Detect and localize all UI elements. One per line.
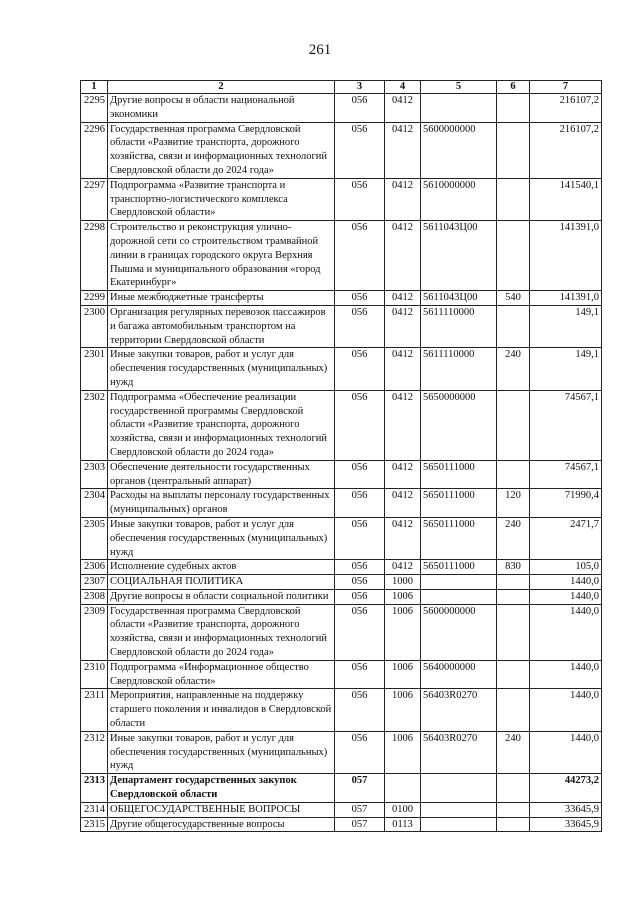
section-code-cell: 0412 [385,94,421,123]
table-row [81,802,602,817]
table-row [81,817,602,832]
target-article-cell: 5650111000 [421,560,497,575]
expense-type-cell: 540 [497,291,530,306]
section-code-cell: 0412 [385,390,421,460]
ministry-code-cell: 056 [335,660,385,689]
header-cell: 3 [335,81,385,94]
section-code-cell: 1006 [385,660,421,689]
amount-cell: 71990,4 [530,489,602,518]
ministry-code-cell: 056 [335,731,385,773]
table-row [81,660,602,689]
expense-type-cell: 240 [497,348,530,390]
amount-cell: 74567,1 [530,460,602,489]
row-number-cell: 2308 [81,589,108,604]
amount-cell: 141391,0 [530,221,602,291]
expense-type-cell [497,178,530,220]
section-code-cell: 1006 [385,689,421,731]
target-article-cell: 5611110000 [421,348,497,390]
section-code-cell: 0113 [385,817,421,832]
item-name-cell: Другие общегосударственные вопросы [108,817,335,832]
section-code-cell: 0412 [385,489,421,518]
expense-type-cell [497,221,530,291]
ministry-code-cell: 056 [335,604,385,660]
amount-cell: 44273,2 [530,774,602,803]
section-code-cell: 0412 [385,178,421,220]
table-row [81,589,602,604]
item-name-cell: Исполнение судебных актов [108,560,335,575]
item-name-cell: Государственная программа Свердловской области «Развитие транспорта, дорожного хозяйства, связи и информационных технологий Свердловской области до 2024 года» [108,122,335,178]
amount-cell: 33645,9 [530,817,602,832]
amount-cell: 149,1 [530,305,602,347]
header-cell: 4 [385,81,421,94]
expense-type-cell [497,575,530,590]
expense-type-cell: 240 [497,731,530,773]
item-name-cell: Департамент государственных закупок Свердловской области [108,774,335,803]
target-article-cell: 5611043Ц00 [421,221,497,291]
amount-cell: 33645,9 [530,802,602,817]
ministry-code-cell: 057 [335,802,385,817]
target-article-cell [421,94,497,123]
section-code-cell: 0412 [385,348,421,390]
table-row [81,689,602,731]
table-row [81,348,602,390]
table-row [81,122,602,178]
ministry-code-cell: 056 [335,560,385,575]
expense-type-cell [497,774,530,803]
expense-type-cell [497,604,530,660]
item-name-cell: Обеспечение деятельности государственных органов (центральный аппарат) [108,460,335,489]
ministry-code-cell: 056 [335,94,385,123]
expense-type-cell: 240 [497,517,530,559]
row-number-cell: 2309 [81,604,108,660]
ministry-code-cell: 056 [335,589,385,604]
target-article-cell [421,802,497,817]
section-code-cell: 0412 [385,291,421,306]
ministry-code-cell: 056 [335,460,385,489]
target-article-cell [421,589,497,604]
ministry-code-cell: 056 [335,489,385,518]
amount-cell: 1440,0 [530,660,602,689]
table-row [81,604,602,660]
ministry-code-cell: 056 [335,122,385,178]
row-number-cell: 2298 [81,221,108,291]
ministry-code-cell: 056 [335,390,385,460]
header-cell: 6 [497,81,530,94]
header-cell: 2 [108,81,335,94]
page-number: 261 [308,42,332,58]
item-name-cell: Подпрограмма «Развитие транспорта и транспортно-логистического комплекса Свердловской области» [108,178,335,220]
target-article-cell: 5600000000 [421,122,497,178]
target-article-cell: 5650111000 [421,460,497,489]
target-article-cell: 56403R0270 [421,731,497,773]
amount-cell: 1440,0 [530,689,602,731]
table-row [81,731,602,773]
section-code-cell [385,774,421,803]
table-row [81,560,602,575]
ministry-code-cell: 056 [335,221,385,291]
table-row [81,489,602,518]
expense-type-cell [497,122,530,178]
expense-type-cell [497,689,530,731]
table-row [81,460,602,489]
table-row [81,291,602,306]
ministry-code-cell: 056 [335,291,385,306]
amount-cell: 149,1 [530,348,602,390]
item-name-cell: Государственная программа Свердловской области «Развитие транспорта, дорожного хозяйства, связи и информационных технологий Свердловской области до 2024 года» [108,604,335,660]
expense-type-cell: 830 [497,560,530,575]
item-name-cell: Мероприятия, направленные на поддержку старшего поколения и инвалидов в Свердловской области [108,689,335,731]
header-cell: 5 [421,81,497,94]
ministry-code-cell: 056 [335,689,385,731]
row-number-cell: 2299 [81,291,108,306]
target-article-cell [421,817,497,832]
row-number-cell: 2295 [81,94,108,123]
item-name-cell: СОЦИАЛЬНАЯ ПОЛИТИКА [108,575,335,590]
row-number-cell: 2305 [81,517,108,559]
row-number-cell: 2303 [81,460,108,489]
table-row [81,575,602,590]
item-name-cell: Иные закупки товаров, работ и услуг для обеспечения государственных (муниципальных) нужд [108,731,335,773]
table-row [81,94,602,123]
row-number-cell: 2304 [81,489,108,518]
target-article-cell: 5650111000 [421,489,497,518]
expense-type-cell [497,94,530,123]
item-name-cell: Другие вопросы в области национальной экономики [108,94,335,123]
amount-cell: 141540,1 [530,178,602,220]
ministry-code-cell: 056 [335,517,385,559]
ministry-code-cell: 057 [335,774,385,803]
row-number-cell: 2310 [81,660,108,689]
section-code-cell: 0412 [385,221,421,291]
ministry-code-cell: 056 [335,575,385,590]
row-number-cell: 2301 [81,348,108,390]
table-row [81,774,602,803]
expense-type-cell [497,802,530,817]
item-name-cell: Расходы на выплаты персоналу государственных (муниципальных) органов [108,489,335,518]
table-body [81,94,602,832]
row-number-cell: 2311 [81,689,108,731]
target-article-cell: 5640000000 [421,660,497,689]
expense-type-cell [497,305,530,347]
table-row [81,178,602,220]
item-name-cell: Строительство и реконструкция улично-дорожной сети со строительством трамвайной линии в границах городского округа Верхняя Пышма и муниципального образования «город Екатеринбург» [108,221,335,291]
row-number-cell: 2312 [81,731,108,773]
section-code-cell: 0412 [385,517,421,559]
row-number-cell: 2297 [81,178,108,220]
header-cell: 1 [81,81,108,94]
target-article-cell: 56403R0270 [421,689,497,731]
header-cell: 7 [530,81,602,94]
section-code-cell: 0412 [385,122,421,178]
section-code-cell: 1006 [385,589,421,604]
ministry-code-cell: 056 [335,178,385,220]
item-name-cell: Подпрограмма «Информационное общество Свердловской области» [108,660,335,689]
section-code-cell: 0100 [385,802,421,817]
table-row [81,305,602,347]
item-name-cell: Подпрограмма «Обеспечение реализации государственной программы Свердловской области «Развитие транспорта, дорожного хозяйства, связи и информационных технологий Свердловской области до 2024 года» [108,390,335,460]
target-article-cell [421,774,497,803]
expense-type-cell: 120 [497,489,530,518]
ministry-code-cell: 057 [335,817,385,832]
amount-cell: 74567,1 [530,390,602,460]
item-name-cell: Организация регулярных перевозок пассажиров и багажа автомобильным транспортом на территории Свердловской области [108,305,335,347]
table-row [81,221,602,291]
target-article-cell: 5650000000 [421,390,497,460]
section-code-cell: 1000 [385,575,421,590]
target-article-cell: 5650111000 [421,517,497,559]
table-row [81,390,602,460]
amount-cell: 1440,0 [530,604,602,660]
row-number-cell: 2314 [81,802,108,817]
expense-type-cell [497,460,530,489]
item-name-cell: Иные межбюджетные трансферты [108,291,335,306]
row-number-cell: 2300 [81,305,108,347]
target-article-cell: 5611043Ц00 [421,291,497,306]
section-code-cell: 0412 [385,305,421,347]
table-row [81,517,602,559]
expense-type-cell [497,589,530,604]
amount-cell: 216107,2 [530,94,602,123]
row-number-cell: 2306 [81,560,108,575]
row-number-cell: 2302 [81,390,108,460]
target-article-cell [421,575,497,590]
expense-type-cell [497,390,530,460]
section-code-cell: 1006 [385,604,421,660]
amount-cell: 216107,2 [530,122,602,178]
row-number-cell: 2315 [81,817,108,832]
budget-table [80,80,602,832]
section-code-cell: 0412 [385,560,421,575]
amount-cell: 105,0 [530,560,602,575]
amount-cell: 141391,0 [530,291,602,306]
target-article-cell: 5600000000 [421,604,497,660]
section-code-cell: 0412 [385,460,421,489]
amount-cell: 2471,7 [530,517,602,559]
row-number-cell: 2313 [81,774,108,803]
expense-type-cell [497,817,530,832]
target-article-cell: 5610000000 [421,178,497,220]
item-name-cell: ОБЩЕГОСУДАРСТВЕННЫЕ ВОПРОСЫ [108,802,335,817]
amount-cell: 1440,0 [530,731,602,773]
expense-type-cell [497,660,530,689]
target-article-cell: 5611110000 [421,305,497,347]
header-row [81,81,602,94]
ministry-code-cell: 056 [335,348,385,390]
item-name-cell: Иные закупки товаров, работ и услуг для обеспечения государственных (муниципальных) нужд [108,348,335,390]
ministry-code-cell: 056 [335,305,385,347]
item-name-cell: Другие вопросы в области социальной политики [108,589,335,604]
amount-cell: 1440,0 [530,589,602,604]
row-number-cell: 2296 [81,122,108,178]
amount-cell: 1440,0 [530,575,602,590]
row-number-cell: 2307 [81,575,108,590]
item-name-cell: Иные закупки товаров, работ и услуг для обеспечения государственных (муниципальных) нужд [108,517,335,559]
section-code-cell: 1006 [385,731,421,773]
